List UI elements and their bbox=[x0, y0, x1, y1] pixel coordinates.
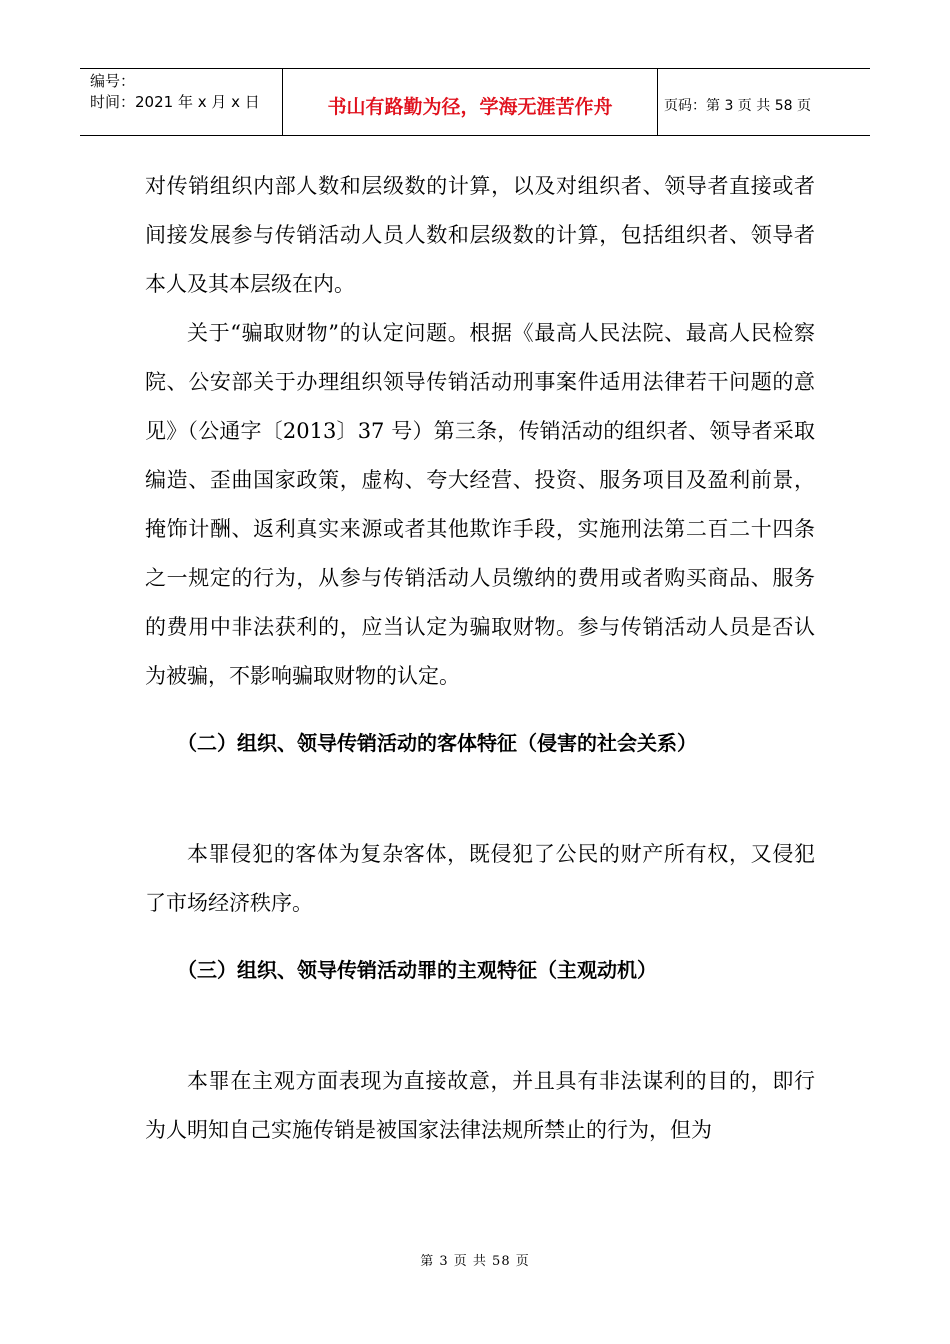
section-heading-3: （三）组织、领导传销活动罪的主观特征（主观动机） bbox=[177, 958, 657, 982]
section-heading-2: （二）组织、领导传销活动的客体特征（侵害的社会关系） bbox=[177, 731, 697, 755]
document-header bbox=[80, 68, 870, 136]
paragraph-2: 关于“骗取财物”的认定问题。根据《最高人民法院、最高人民检察院、公安部关于办理组织领导传销活动刑事案件适用法律若干问题的意见》（公通字〔2013〕37 号）第三条，传销活动的组织者、领导者采取编造、歪曲国家政策，虚构、夸大经营、投资、服务项目及盈利前景，掩饰计酬、返利真实来源或者其他欺诈手段，实施刑法第二百二十四条之一规定的行为，从参与传销活动人员缴纳的费用或者购买商品、服务的费用中非法获利的，应当认定为骗取财物。参与传销活动人员是否认为被骗，不影响骗取财物的认定。 bbox=[145, 321, 815, 688]
header-motto: 书山有路勤为径，学海无涯苦作舟 bbox=[282, 69, 658, 135]
header-meta bbox=[80, 69, 282, 135]
header-page-label: 页码：第 3 页 共 58 页 bbox=[664, 98, 811, 114]
paragraph-3: 本罪侵犯的客体为复杂客体，既侵犯了公民的财产所有权，又侵犯了市场经济秩序。 bbox=[145, 842, 815, 915]
page-footer: 第 3 页 共 58 页 bbox=[420, 1254, 530, 1269]
document-number-label: 编号： bbox=[90, 72, 136, 90]
paragraph-1: 对传销组织内部人数和层级数的计算，以及对组织者、领导者直接或者间接发展参与传销活动人员人数和层级数的计算，包括组织者、领导者本人及其本层级在内。 bbox=[145, 174, 815, 296]
document-body bbox=[145, 162, 815, 1155]
document-time-label: 时间：2021 年 x 月 x 日 bbox=[90, 93, 260, 111]
paragraph-4: 本罪在主观方面表现为直接故意，并且具有非法谋利的目的，即行为人明知自己实施传销是被国家法律法规所禁止的行为，但为 bbox=[145, 1069, 815, 1142]
